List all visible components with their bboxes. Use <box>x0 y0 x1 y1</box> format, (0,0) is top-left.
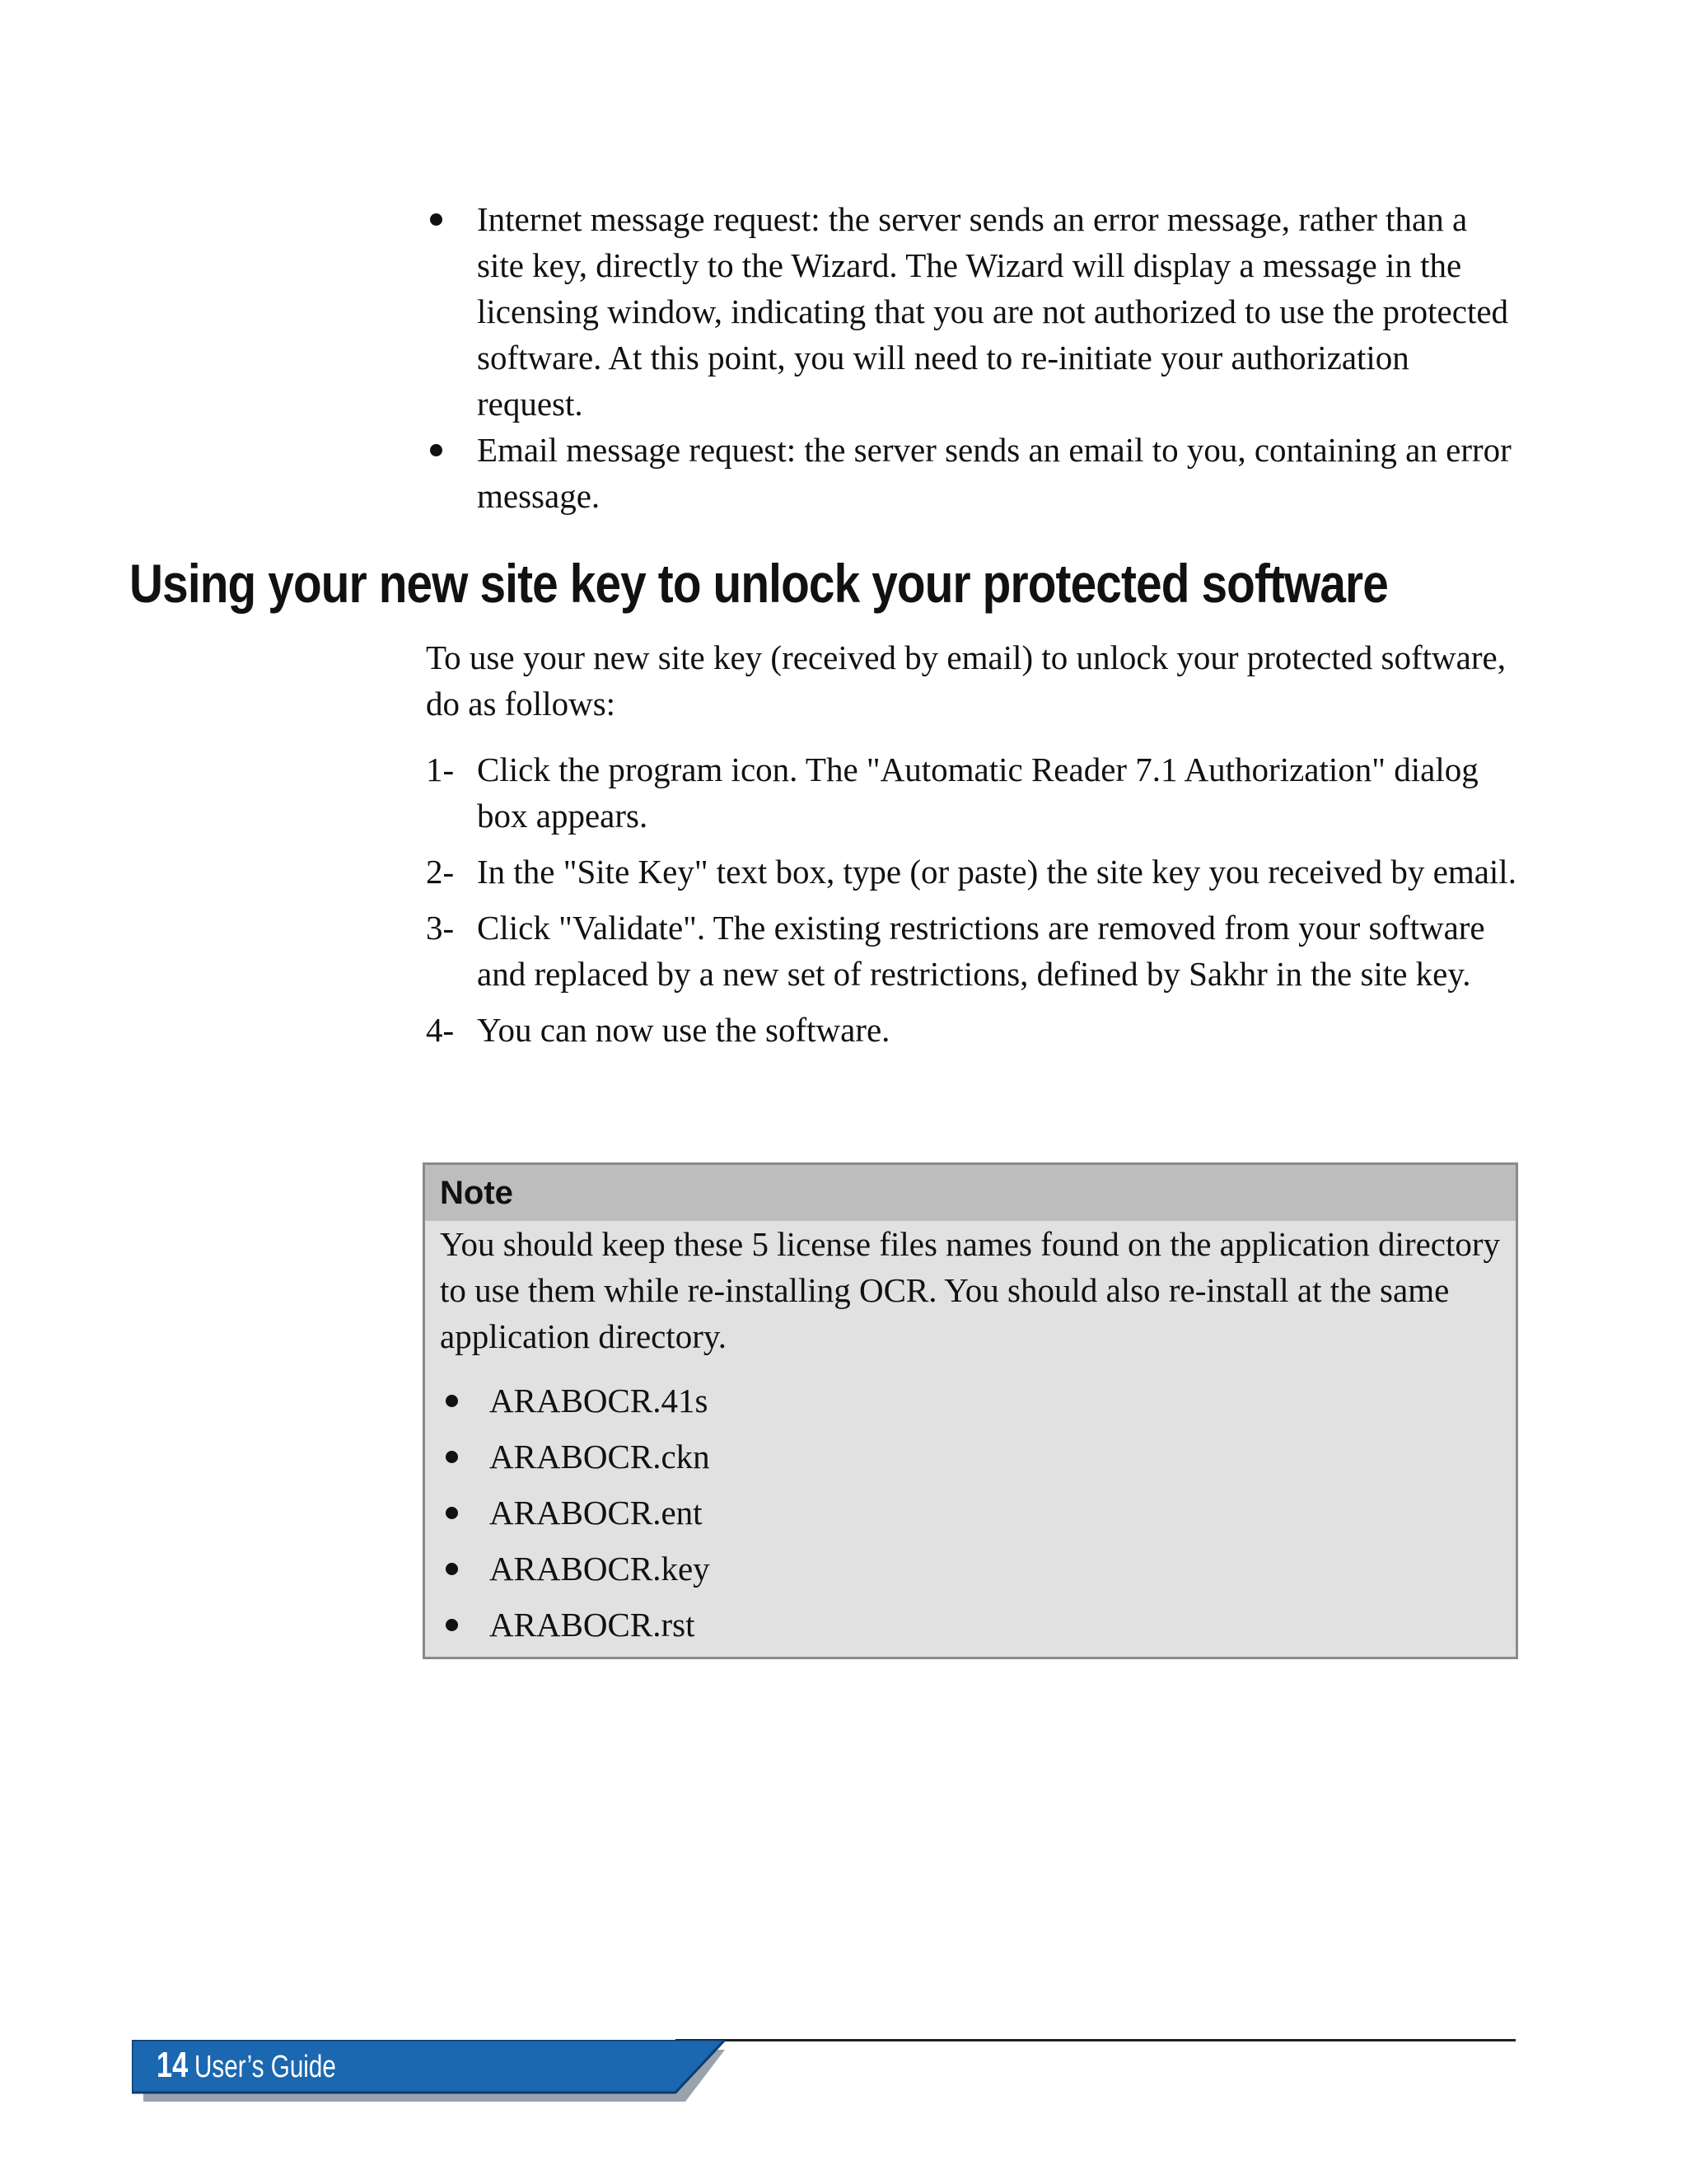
footer-guide-label: User’s Guide <box>194 2050 336 2084</box>
step-number: 3- <box>426 909 455 947</box>
file-name: ARABOCR.41s <box>489 1382 708 1419</box>
step-text: Click "Validate". The existing restrictions are removed from your software and replaced by a new set of restrictions, defined by Sakhr in the site key. <box>477 909 1485 993</box>
note-title: Note <box>425 1165 1516 1221</box>
step-text: In the "Site Key" text box, type (or paste) the site key you received by email. <box>477 853 1516 891</box>
bullet-icon <box>446 1619 458 1631</box>
footer-text <box>157 2045 336 2086</box>
step-item <box>426 849 1521 895</box>
file-item <box>425 1602 1516 1648</box>
step-text: You can now use the software. <box>477 1011 890 1049</box>
bullet-icon <box>446 1507 458 1519</box>
step-item <box>426 905 1521 997</box>
bullet-icon <box>430 444 442 456</box>
bullet-icon <box>446 1395 458 1407</box>
bullet-icon <box>446 1563 458 1575</box>
error-bullet-list <box>426 196 1521 519</box>
license-files-list <box>425 1377 1516 1648</box>
list-item <box>426 427 1521 519</box>
file-item <box>425 1546 1516 1592</box>
file-name: ARABOCR.rst <box>489 1606 695 1644</box>
file-name: ARABOCR.ent <box>489 1494 703 1532</box>
list-item-text: Internet message request: the server sends an error message, rather than a site key, directly to the Wizard. The Wizard will display a message in the licensing window, indicating that you are not authorized to use the protected software. At this point, you will need to re-initiate your authorization request. <box>477 200 1509 423</box>
step-number: 2- <box>426 853 455 891</box>
bullet-icon <box>446 1451 458 1463</box>
file-name: ARABOCR.key <box>489 1550 710 1588</box>
note-text: You should keep these 5 license files names found on the application directory to use them while re-installing OCR. You should also re-install at the same application directory. <box>440 1225 1501 1355</box>
steps-list <box>426 746 1521 1063</box>
list-item <box>426 196 1521 427</box>
footer-rule <box>675 2039 1516 2041</box>
note-box <box>423 1162 1518 1659</box>
step-item <box>426 1007 1521 1053</box>
step-number: 4- <box>426 1011 455 1049</box>
file-item <box>425 1433 1516 1480</box>
page-number: 14 <box>157 2045 189 2085</box>
footer-page-tab <box>132 2040 725 2102</box>
step-text: Click the program icon. The "Automatic Reader 7.1 Authorization" dialog box appears. <box>477 751 1479 835</box>
intro-paragraph: To use your new site key (received by email) to unlock your protected software, do as follows: <box>426 638 1506 723</box>
file-item <box>425 1490 1516 1536</box>
file-item <box>425 1377 1516 1424</box>
step-number: 1- <box>426 751 455 788</box>
step-item <box>426 746 1521 839</box>
bullet-icon <box>430 213 442 226</box>
section-heading: Using your new site key to unlock your protected software <box>129 553 1388 614</box>
file-name: ARABOCR.ckn <box>489 1438 710 1475</box>
list-item-text: Email message request: the server sends an email to you, containing an error message. <box>477 431 1512 515</box>
